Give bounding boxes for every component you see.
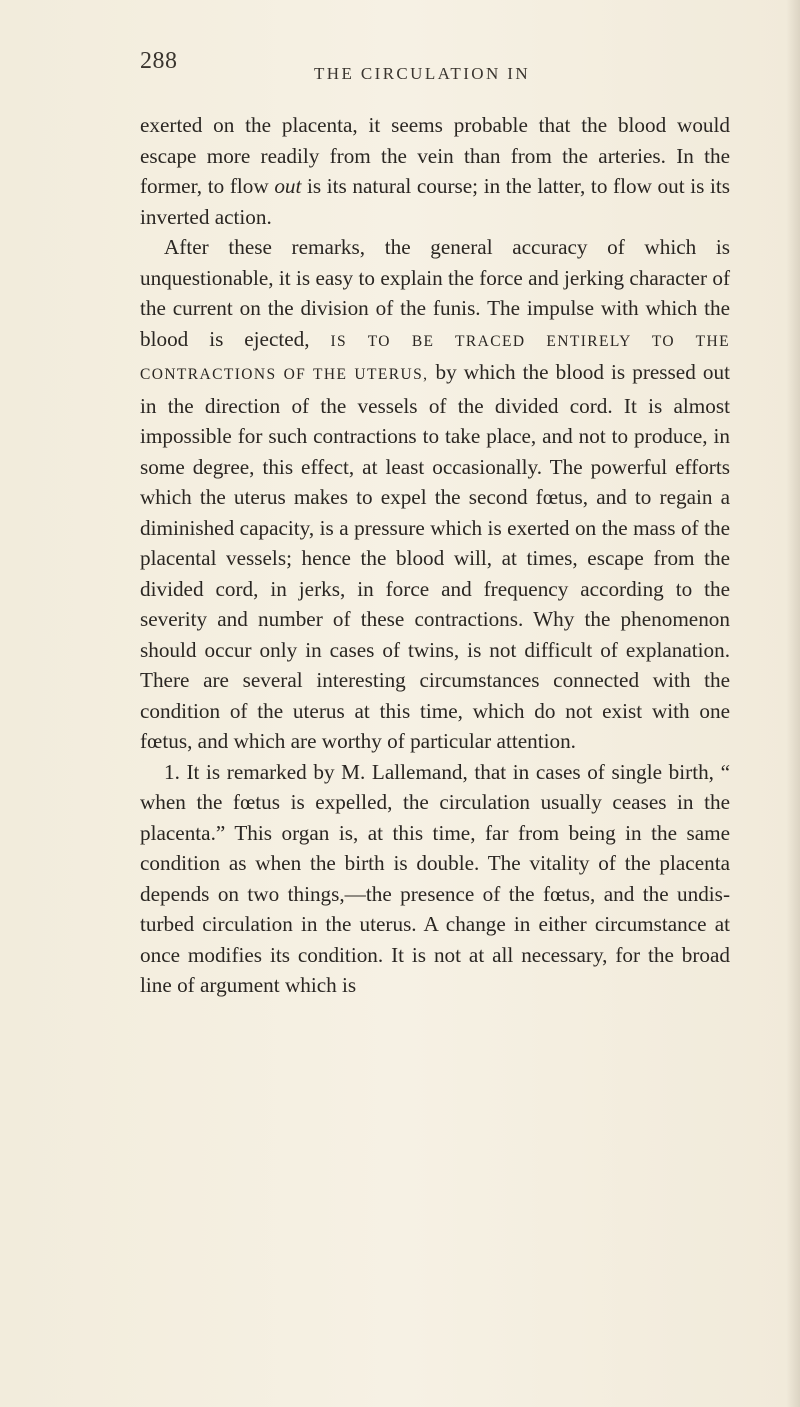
page-header [140,48,740,88]
paragraph-3: 1. It is remarked by M. Lallemand, that in cases of single birth, “ when the fœtus is expelled, the circulation usually ceases in the placenta.” This organ is, at this time, far from being in the same condition as when the birth is double. The vitality of the placenta depends on two things,—the presence of the fœtus, and the undisturbed circulation in the uterus. A change in either circumstance at once modifies its condition. It is not at all necessary, for the broad line of argument which is [140,759,730,997]
paragraph-1-end: is its natural course; in the latter, to flow out is its inverted action. [140,174,730,229]
small-caps-emphasis: IS TO BE TRACED ENTIRELY TO THE CONTRACTIONS OF THE UTERUS, [140,332,730,383]
paragraph-2-rest: by which the blood is pressed out in the direction of the vessels of the divided cord. It is almost impossible for such contractions to take place, and not to produce, in some degree, this effect, at least occasionally. The powerful efforts which the uterus makes to expel the second fœtus, and to regain a diminished capacity, is a pressure which is exerted on the mass of the placental vessels; hence the blood will, at times, escape from the divided cord, in jerks, in force and frequency according to the severity and number of these contractions. Why the phenomenon should occur only in cases of twins, is not difficult of explanation. There are several interesting circumstances connected with the condition of the uterus at this time, which do not exist with one fœtus, and which are worthy of particular attention. [140,360,730,753]
running-head: THE CIRCULATION IN [314,64,531,83]
page-edge-shadow [786,0,800,1407]
page-number: 288 [140,48,178,74]
paragraph-1-text: exerted on the placenta, it seems probable that the blood would escape more readily from the vein than from the arteries. In the former, to flow [140,113,730,198]
body-text [140,110,730,1001]
paragraph-2 [140,232,730,757]
italic-out: out [274,174,302,198]
paragraph-2-start: After these remarks, the general accuracy of which is unquestionable, it is easy to explain the force and jerking character of the current on the division of the funis. The impulse with which the blood is ejected, [140,235,730,351]
paragraph-1 [140,110,730,232]
